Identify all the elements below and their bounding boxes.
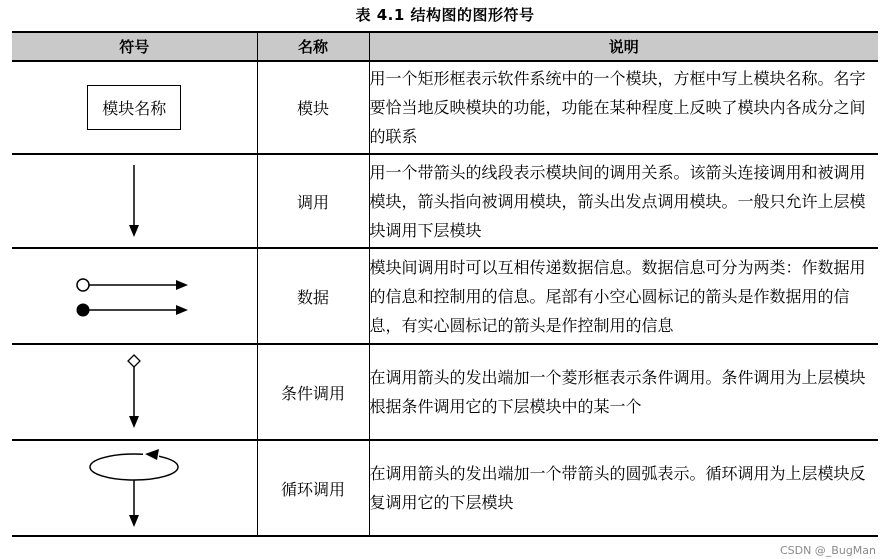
table-row [12, 61, 878, 154]
table-row [12, 344, 878, 440]
structure-chart-symbols-table [12, 31, 878, 537]
name-cell: 循环调用 [257, 440, 369, 536]
table-row [12, 440, 878, 536]
table-caption: 表 4.1 结构图的图形符号 [355, 6, 535, 24]
description-cell: 模块间调用时可以互相传递数据信息。数据信息可分为两类：作数据用的信息和控制用的信息。尾部有小空心圆标记的箭头是作数据用的信息，有实心圆标记的箭头是作控制用的信息 [369, 248, 878, 344]
header-row [12, 32, 878, 61]
description-cell: 在调用箭头的发出端加一个菱形框表示条件调用。条件调用为上层模块根据条件调用它的下层模块中的某一个 [369, 344, 878, 440]
description-cell: 在调用箭头的发出端加一个带箭头的圆弧表示。循环调用为上层模块反复调用它的下层模块 [369, 440, 878, 536]
description-cell: 用一个带箭头的线段表示模块间的调用关系。该箭头连接调用和被调用模块，箭头指向被调用模块，箭头出发点调用模块。一般只允许上层模块调用下层模块 [369, 154, 878, 248]
header-symbol: 符号 [12, 32, 257, 61]
loop-call-arc-icon [79, 445, 189, 531]
conditional-call-diamond-icon [114, 352, 154, 432]
name-cell: 数据 [257, 248, 369, 344]
symbol-cell-data [12, 248, 257, 344]
call-arrow-icon [114, 161, 154, 241]
description-cell: 用一个矩形框表示软件系统中的一个模块，方框中写上模块名称。名字要恰当地反映模块的功能，功能在某种程度上反映了模块内各成分之间的联系 [369, 61, 878, 154]
table-row [12, 154, 878, 248]
symbol-cell-call [12, 154, 257, 248]
header-name: 名称 [257, 32, 369, 61]
symbol-cell-loop-call [12, 440, 257, 536]
data-flow-arrows-icon [74, 268, 194, 324]
symbol-cell-conditional-call [12, 344, 257, 440]
name-cell: 模块 [257, 61, 369, 154]
module-box-symbol: 模块名称 [87, 85, 181, 130]
table-row [12, 248, 878, 344]
name-cell: 条件调用 [257, 344, 369, 440]
symbol-cell-module [12, 61, 257, 154]
watermark: CSDN @_BugMan [779, 544, 876, 557]
name-cell: 调用 [257, 154, 369, 248]
header-description: 说明 [369, 32, 878, 61]
